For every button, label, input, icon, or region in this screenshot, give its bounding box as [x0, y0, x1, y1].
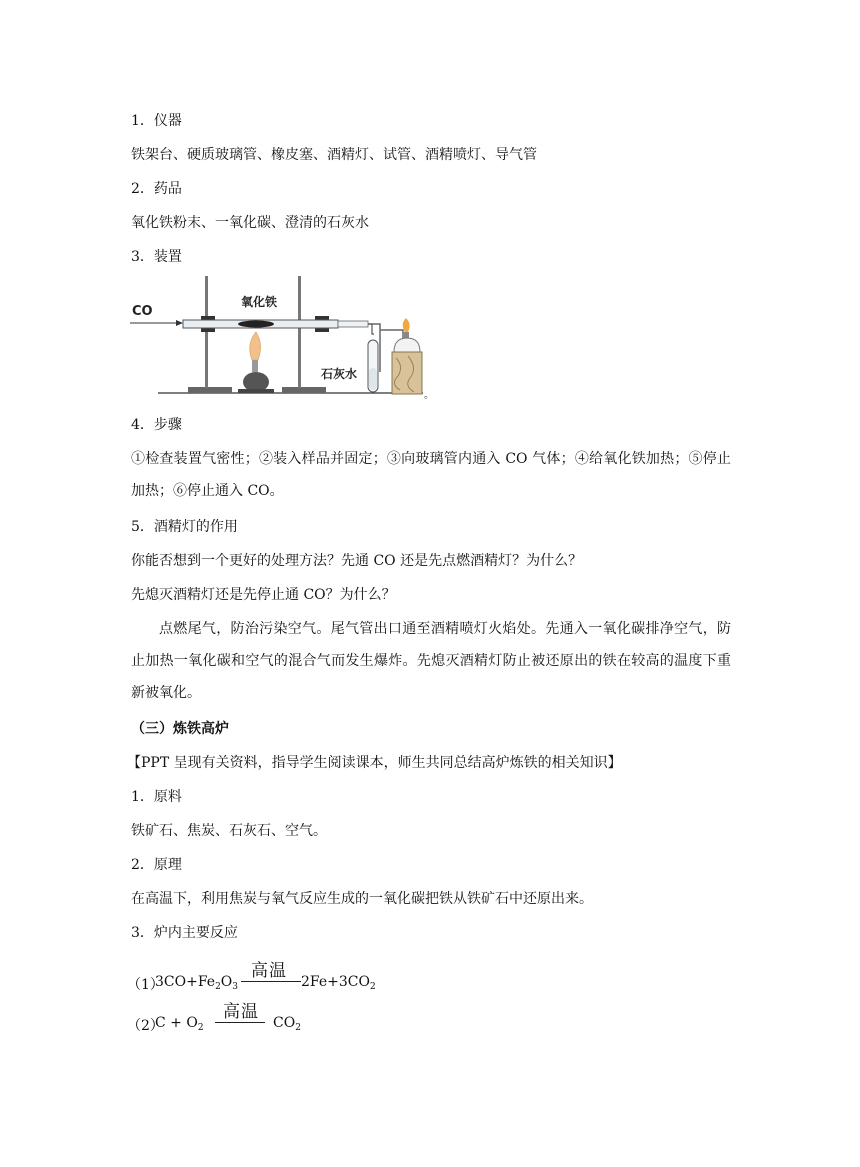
equation-2-condition: 高温 [223, 1002, 259, 1022]
section-reagents-heading: 2．药品 [131, 181, 182, 197]
instruments-list: 铁架台、硬质玻璃管、橡皮塞、酒精灯、试管、酒精喷灯、导气管 [131, 147, 537, 163]
hard-glass-tube [183, 320, 368, 328]
equation-1-condition: 高温 [251, 961, 287, 981]
equation-1-reactants: $3CO+Fe_2O_3$ [155, 974, 239, 992]
co-label: CO [132, 304, 153, 319]
raw-materials-text: 铁矿石、焦炭、石灰石、空气。 [131, 823, 327, 839]
part3-title: （三）炼铁高炉 [131, 721, 229, 737]
apparatus-diagram [128, 272, 438, 400]
ppt-note: 【PPT 呈现有关资料，指导学生阅读课本，师生共同总结高炉炼铁的相关知识】 [127, 755, 622, 771]
limewater-label: 石灰水 [321, 367, 358, 381]
wooden-block [392, 352, 422, 394]
equation-2 [127, 997, 347, 1037]
equation-2-bar [215, 1022, 265, 1023]
principle-heading: 2．原理 [131, 857, 182, 873]
iron-stand-left [188, 276, 232, 393]
reactions-heading: 3．炉内主要反应 [131, 925, 238, 941]
section-instruments-heading: 1．仪器 [131, 113, 182, 129]
equation-2-number: （2） [127, 1018, 164, 1034]
equation-1-number: （1） [127, 977, 164, 993]
iron-oxide-powder [238, 321, 274, 328]
equation-1 [127, 956, 387, 996]
test-tube-limewater [368, 340, 378, 392]
section-steps-heading: 4．步骤 [131, 417, 182, 433]
equation-2-products: $CO_2$ [273, 1015, 301, 1033]
equation-1-products: $2Fe+3CO_2$ [301, 974, 376, 992]
section-lamp-role-heading: 5．酒精灯的作用 [131, 519, 238, 535]
alcohol-lamp [394, 318, 420, 352]
reagents-list: 氧化铁粉末、一氧化碳、澄清的石灰水 [131, 215, 369, 231]
section-apparatus-heading: 3．装置 [131, 249, 182, 265]
iron-oxide-label: 氧化铁 [241, 295, 278, 309]
question-2: 先熄灭酒精灯还是先停止通 CO？为什么？ [131, 587, 396, 603]
equation-1-bar [241, 981, 301, 982]
equation-2-reactants: $C + O_2$ [155, 1015, 204, 1033]
figure-end-mark: 。 [424, 390, 434, 400]
principle-text: 在高温下，利用焦炭与氧气反应生成的一氧化碳把铁从铁矿石中还原出来。 [131, 891, 593, 907]
raw-materials-heading: 1．原料 [131, 789, 182, 805]
answer-paragraph: 点燃尾气，防治污染空气。尾气管出口通至酒精喷灯火焰处。先通入一氧化碳排净空气，防止加热一氧化碳和空气的混合气而发生爆炸。先熄灭酒精灯防止被还原出的铁在较高的温度下重新被氧化。 [131, 621, 731, 701]
steps-text: ①检查装置气密性；②装入样品并固定；③向玻璃管内通入 CO 气体；④给氧化铁加热；⑤停止加热；⑥停止通入 CO。 [131, 451, 731, 499]
alcohol-blowtorch [238, 332, 274, 393]
question-1: 你能否想到一个更好的处理方法？先通 CO 还是先点燃酒精灯？为什么？ [131, 553, 583, 569]
